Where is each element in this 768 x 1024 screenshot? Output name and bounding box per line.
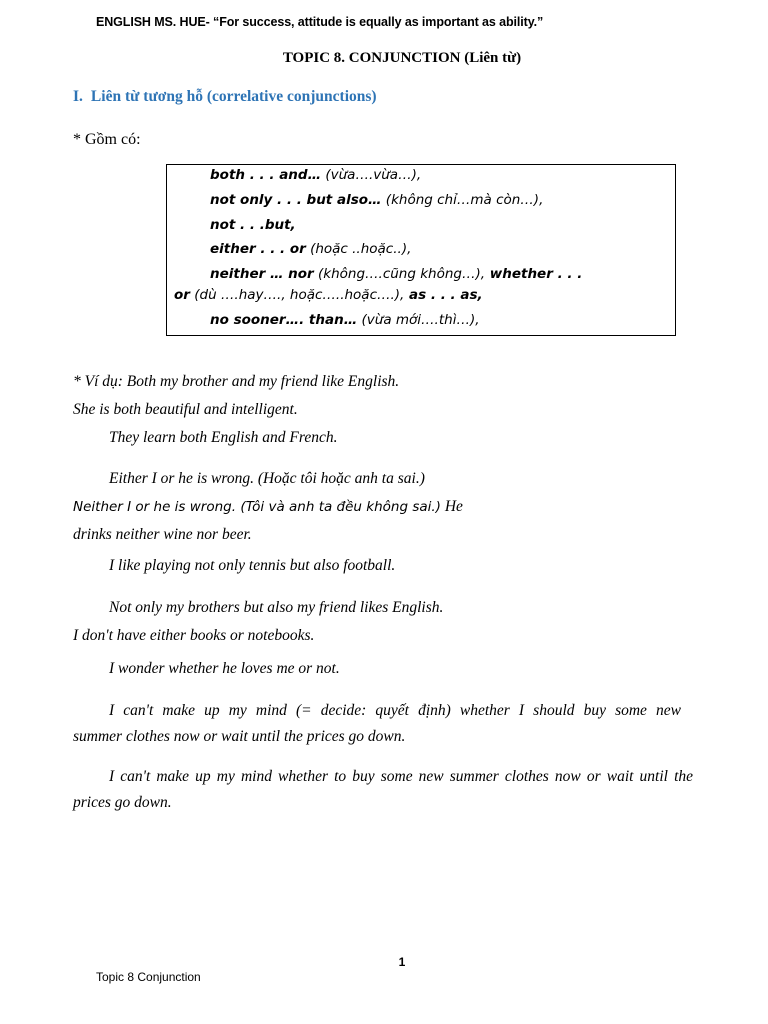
conjunction-meaning: (không chỉ…mà còn…), [381,192,544,208]
page-number: 1 [398,955,406,969]
conjunction-item [210,217,296,233]
example-paragraph-line: I can't make up my mind (= decide: quyết định) whether I should buy some new [109,702,681,719]
conjunction-item [210,241,411,257]
example-sentence: drinks neither wine nor beer. [73,526,252,543]
conjunction-meaning: (vừa mới….thì…), [357,312,480,328]
example-sentence: I don't have either books or notebooks. [73,627,315,644]
conjunction-item [210,312,480,328]
section-heading [73,88,377,106]
page-header: ENGLISH MS. HUE- “For success, attitude is equally as important as ability.” [96,15,544,29]
example-sentence: Either I or he is wrong. (Hoặc tôi hoặc anh ta sai.) [109,470,425,487]
conjunction-list-box [166,164,676,336]
conjunction-term: not . . .but, [210,217,296,233]
conjunction-term: both . . . and… [210,167,322,183]
conjunction-term: whether . . . [485,266,583,282]
conjunction-term: either . . . or [210,241,306,257]
example-paragraph-line: prices go down. [73,794,172,811]
conjunction-item [210,192,543,208]
conjunction-meaning: (dù ….hay…., hoặc…..hoặc….), [189,287,405,303]
section-number: I. [73,88,83,105]
conjunction-term: neither … nor [210,266,314,282]
conjunction-meaning: (hoặc ..hoặc..), [305,241,412,257]
example-paragraph [73,768,693,812]
example-sentence: They learn both English and French. [109,429,338,446]
example-sentence: * Ví dụ: Both my brother and my friend like English. [73,373,400,390]
conjunction-term: no sooner…. than… [210,312,358,328]
section-heading-text: Liên từ tương hỗ (correlative conjunctions) [90,88,377,105]
conjunction-meaning: (vừa….vừa…), [321,167,422,183]
footer-label: Topic 8 Conjunction [96,970,201,984]
example-sentence-part: He [440,498,463,515]
conjunction-term: not only . . . but also… [210,192,382,208]
example-paragraph-line: I can't make up my mind whether to buy some new summer clothes now or wait until the [109,768,693,785]
example-sentence: Not only my brothers but also my friend likes English. [109,599,444,616]
conjunction-item [210,167,421,183]
example-paragraph-line: summer clothes now or wait until the prices go down. [73,728,406,745]
example-sentence: I like playing not only tennis but also football. [109,557,396,574]
conjunction-term: or [174,287,190,303]
example-sentence: She is both beautiful and intelligent. [73,401,298,418]
page-title: TOPIC 8. CONJUNCTION (Liên từ) [282,50,522,66]
includes-label: * Gồm có: [73,131,141,148]
example-sentence-part: Neither I or he is wrong. (Tôi và anh ta đều không sai.) [73,499,441,515]
conjunction-term: as . . . as, [404,287,483,303]
example-sentence [73,498,463,516]
conjunction-item [210,266,582,282]
conjunction-item [174,287,483,303]
example-paragraph [73,702,681,746]
example-sentence: I wonder whether he loves me or not. [109,660,340,677]
conjunction-meaning: (không….cũng không…), [313,266,486,282]
